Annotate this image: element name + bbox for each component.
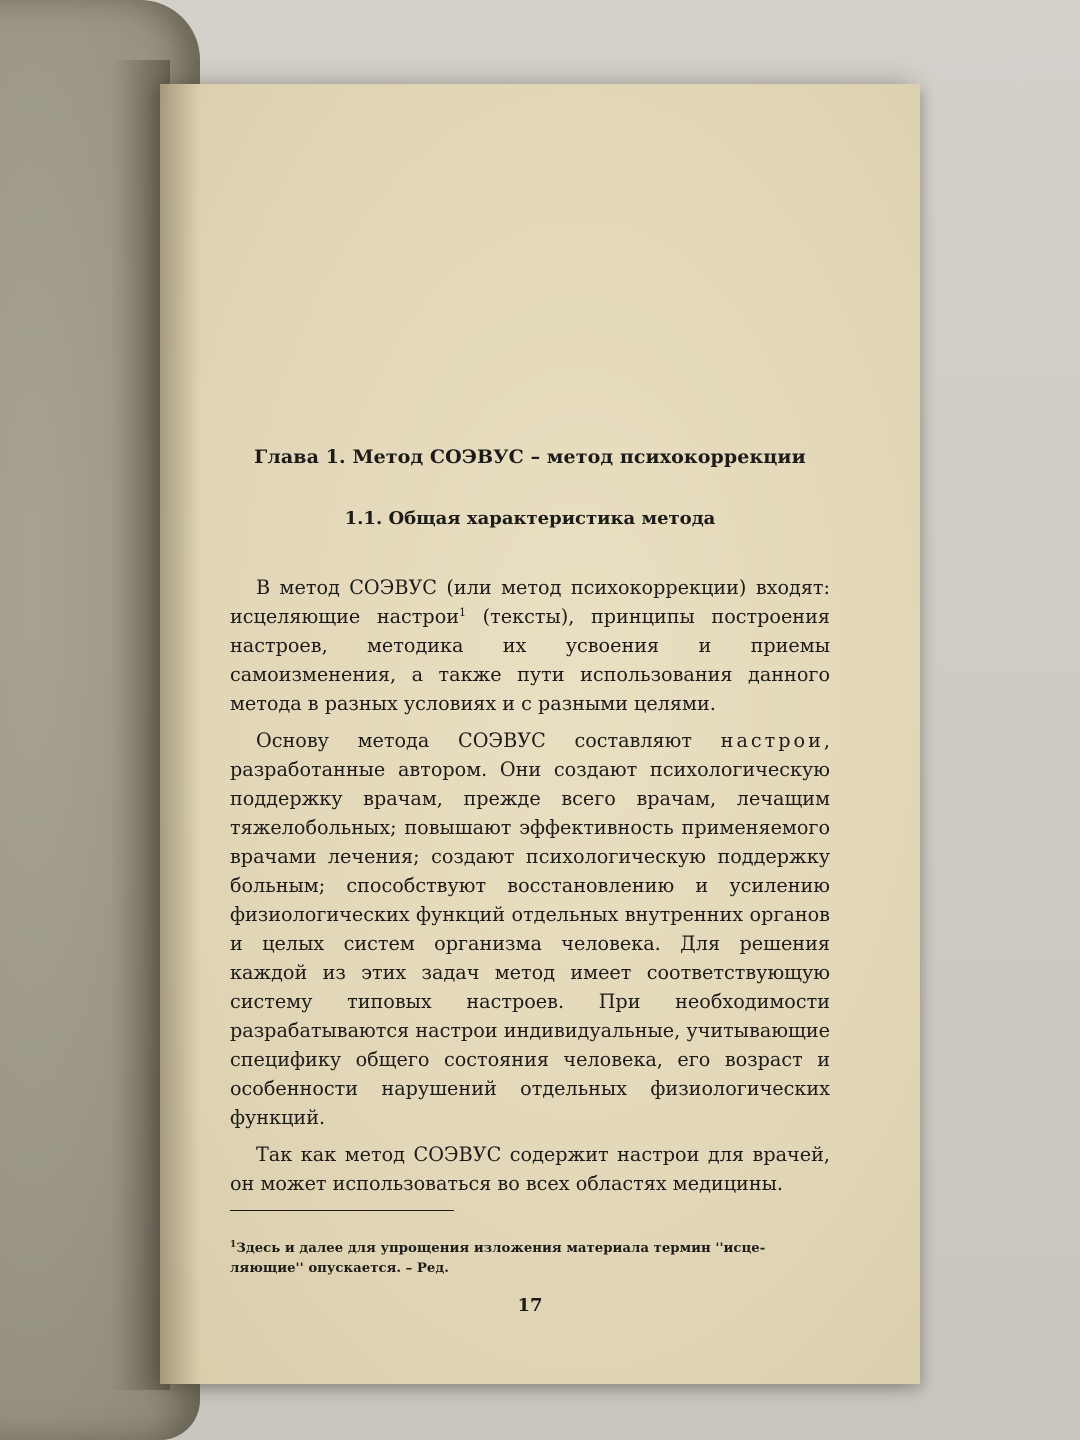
paragraph-1-text-b: (тексты), принципы построения настроев, методика их усвоения и приемы самоизменения, а также пути использования данного метода в разных условиях и с разными целями. [230, 605, 830, 715]
page-gutter-shadow [160, 84, 200, 1384]
paragraph-2-text-b: , разработанные автором. Они создают психологическую поддержку врачам, прежде всего врачам, лечащим тяжелобольных; повышают эффективность применяемого врачами лечения; создают психологическую поддержку больным; способствуют восстановлению и усилению физиологических функций отдельных внутренних органов и целых систем организма человека. Для решения каждой из этих задач метод имеет соответствующую систему типовых настроев. При необходимости разрабатываются настрои индивидуальные, учитывающие специфику общего состояния человека, его возраст и особенности нарушений отдельных физиологических функций. [230, 729, 830, 1129]
book-page [160, 84, 920, 1384]
page-number: 17 [517, 1295, 543, 1316]
paragraph-3: Так как метод СОЭВУС содержит настрои для врачей, он может использоваться во всех областях медицины. [230, 1143, 830, 1195]
paragraph-2-text-a: Основу метода СОЭВУС составляют [256, 729, 721, 752]
paragraph-1-text-a: В метод СОЭВУС (или метод психокоррекции) входят: исцеляющие настрои [230, 576, 830, 628]
footnote-divider [230, 1210, 454, 1211]
section-title: 1.1. Общая характеристика метода [344, 508, 716, 529]
chapter-title: Глава 1. Метод СОЭВУС – метод психокоррекции [254, 446, 806, 468]
footnote-text: Здесь и далее для упрощения изложения материала термин ''исцеляющие'' опускается. – Ред. [230, 1241, 766, 1276]
footnote-reference: 1 [459, 606, 467, 619]
paragraph-1 [230, 573, 830, 718]
footnote [230, 1239, 830, 1279]
paragraph-2-emphasis: настрои [720, 729, 824, 752]
paragraph-2 [230, 726, 830, 1132]
footnote-mark: 1 [230, 1240, 237, 1250]
page-content [230, 446, 830, 1316]
